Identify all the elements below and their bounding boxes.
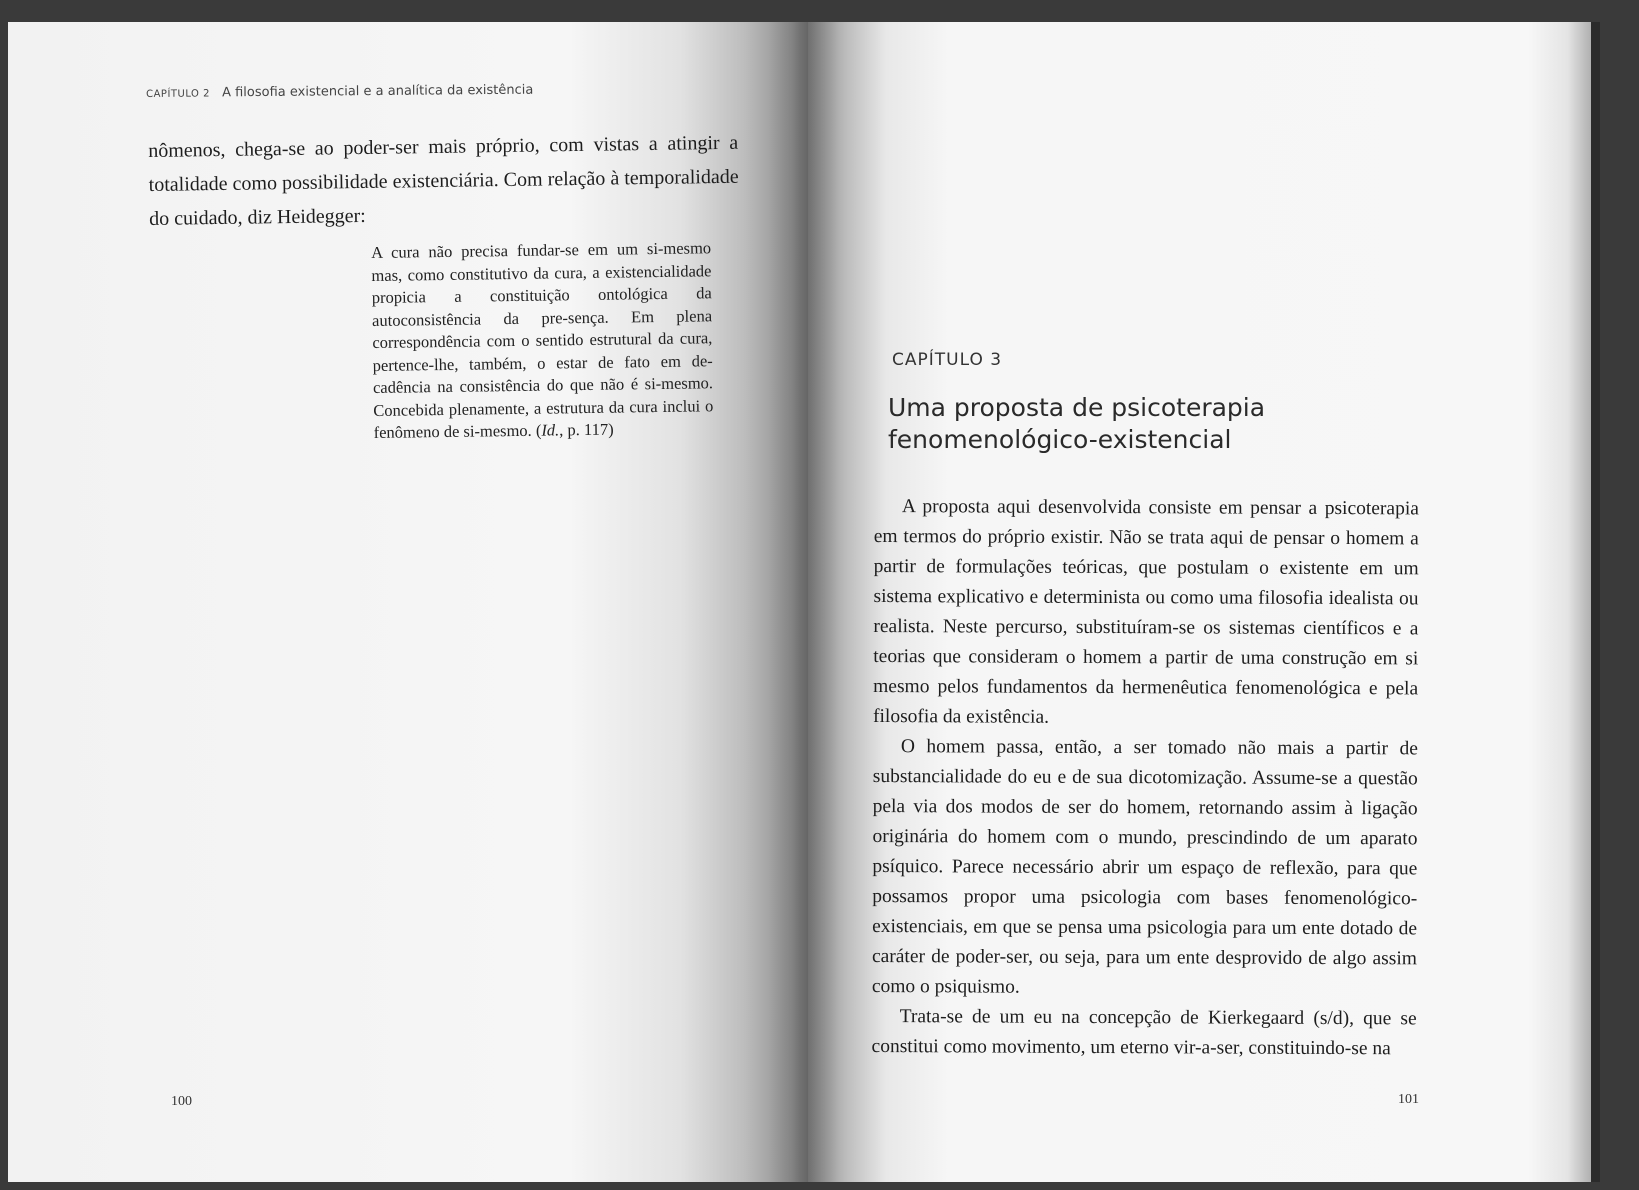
block-quote-citation-id: Id. (541, 420, 560, 440)
page-number-right: 101 (1398, 1092, 1419, 1107)
right-body-text (872, 492, 1419, 1064)
running-head-chapter: CAPÍTULO 2 (146, 88, 210, 100)
left-page (8, 22, 808, 1182)
page-number-left: 100 (171, 1094, 192, 1109)
chapter-title (888, 392, 1448, 456)
right-paragraph-2: O homem passa, então, a ser tomado não mais a partir de substancialidade do eu e de sua dicotomização. Assume-se a questão pela via dos modos de ser do homem, retornando assim à ligação originária do homem com o mundo, prescindindo de um aparato psíquico. Parece necessário abrir um espaço de reflexão, para que possamos propor uma psicologia com bases fenomenológico-existenciais, em que se pensa uma psicologia para um ente dotado de caráter de poder-ser, ou seja, para um ente desprovido de algo assim como o psiquismo. (871, 736, 1418, 998)
block-quote: A cura não precisa fundar-se em um si-mesmo mas, como constitutivo da cura, a existencialidade propicia a constituição ontológica da autoconsistência da pre-sença. Em plena correspondência com o sentido estrutural da cura, pertence-lhe, também, o estar de fato em de-cadência na consistência do que não é si-mesmo. Concebida plenamente, a estrutura da cura inclui o fenômeno de si-mesmo. (Id., p. 117) (371, 238, 714, 442)
open-book (8, 22, 1600, 1182)
chapter-title-line-2: fenomenológico-existencial (888, 425, 1232, 454)
block-quote-citation-page: , p. 117) (559, 419, 614, 440)
chapter-label: CAPÍTULO 3 (892, 350, 1003, 370)
left-paragraph: nômenos, chega-se ao poder-ser mais próprio, com vistas a atingir a totalidade como possibilidade existenciária. Com relação à temporalidade do cuidado, diz Heidegger: (148, 131, 739, 230)
running-head (146, 83, 533, 101)
running-head-title: A filosofia existencial e a analítica da existência (221, 82, 534, 101)
right-paragraph-1: A proposta aqui desenvolvida consiste em pensar a psicoterapia em termos do próprio existir. Não se trata aqui de pensar o homem a partir de formulações teóricas, que postulam o existente em um sistema explicativo e determinista ou como uma filosofia idealista ou realista. Neste percurso, substituíram-se os sistemas científicos e a teorias que consideram o homem a partir de uma construção em si mesmo pelos fundamentos da hermenêutica fenomenológica e pela filosofia da existência. (872, 496, 1419, 728)
chapter-title-line-1: Uma proposta de psicoterapia (888, 393, 1266, 422)
right-page (808, 22, 1591, 1182)
left-body-text (148, 126, 739, 236)
block-quote-text: A cura não precisa fundar-se em um si-mesmo mas, como constitutivo da cura, a existencialidade propicia a constituição ontológica da autoconsistência da pre-sença. Em plena correspondência com o sentido estrutural da cura, pertence-lhe, também, o estar de fato em de-cadência na consistência do que não é si-mesmo. Concebida plenamente, a estrutura da cura inclui o fenômeno de si-mesmo. (371, 238, 714, 442)
right-paragraph-3: Trata-se de um eu na concepção de Kierkegaard (s/d), que se constitui como movimento, um eterno vir-a-ser, constituindo-se na (871, 1006, 1417, 1060)
